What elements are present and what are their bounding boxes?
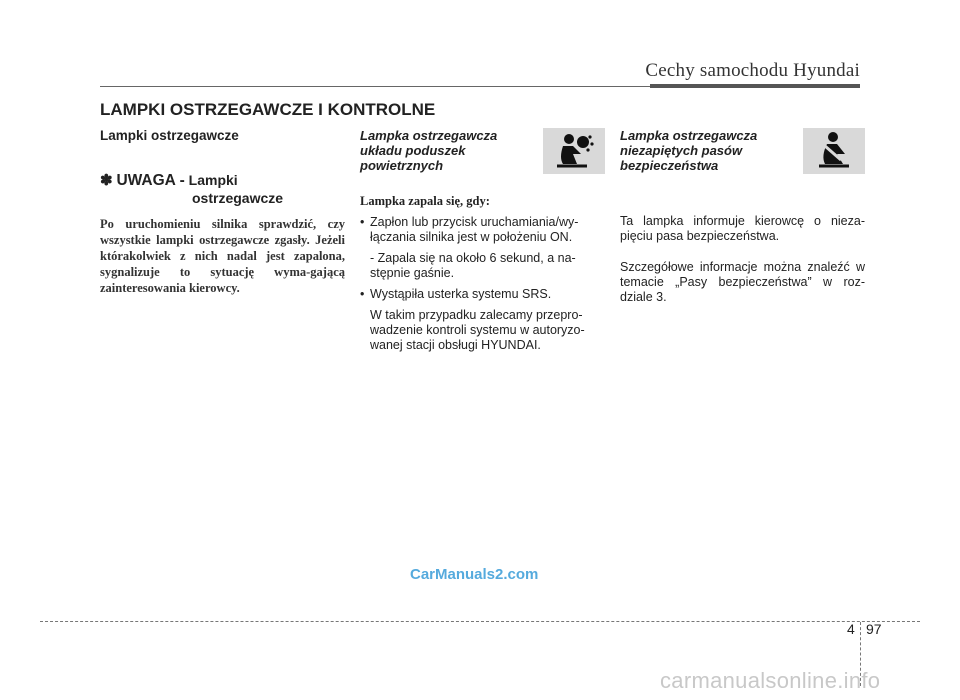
footer-rule [40, 621, 920, 622]
chapter-number: 4 [847, 621, 855, 637]
column-seatbelt-lamp [620, 128, 865, 305]
airbag-subheading: Lampka ostrzegawcza układu poduszek powietrznych [360, 128, 498, 173]
seat-belt-warning-icon [803, 128, 865, 174]
watermark-link[interactable]: CarManuals2.com [410, 566, 539, 583]
airbag-warning-icon [543, 128, 605, 174]
col1-heading: Lampki ostrzegawcze [100, 128, 239, 143]
bottom-watermark: carmanualsonline.info [660, 668, 881, 693]
uwaga-topic-line2: ostrzegawcze [192, 190, 284, 206]
airbag-icon-box [543, 128, 605, 174]
uwaga-body: Po uruchomieniu silnika sprawdzić, czy wszystkie lampki ostrzegawcze zgasły. Jeżeli którakolwiek z nich nadal jest zapalona, sygnalizuje to sytuację wyma-gającą zainteresowania kierowcy. [100, 217, 345, 295]
airbag-lead: Lampka zapala się, gdy: [360, 194, 490, 208]
uwaga-topic-line1: Lampki [188, 172, 238, 188]
list-subitem: W takim przypadku zalecamy przepro-wadzenie kontroli systemu w autoryzo-wanej stacji obsługi HYUNDAI. [370, 308, 585, 352]
bullet-dot: • [360, 287, 365, 301]
seatbelt-para1: Ta lampka informuje kierowcę o nieza-pięciu pasa bezpieczeństwa. [620, 214, 865, 243]
column-airbag-lamp [360, 128, 605, 353]
seatbelt-icon-box [803, 128, 865, 174]
note-star-icon: ✽ [100, 172, 113, 189]
seatbelt-subheading: Lampka ostrzegawcza niezapiętych pasów bezpieczeństwa [620, 128, 758, 173]
uwaga-word: UWAGA - [116, 172, 185, 189]
bullet-text: Zapłon lub przycisk uruchamiania/wy-łączania silnika jest w położeniu ON. [370, 215, 579, 244]
seatbelt-para2: Szczegółowe informacje można znaleźć w temacie „Pasy bezpieczeństwa” w roz-dziale 3. [620, 260, 865, 304]
header-title: Cechy samochodu Hyundai [645, 60, 860, 81]
header-rule-accent [650, 84, 860, 88]
bullet-text: Wystąpiła usterka systemu SRS. [370, 287, 552, 301]
page-number: 97 [866, 621, 882, 637]
uwaga-note-title [100, 171, 345, 206]
list-subitem: - Zapala się na około 6 sekund, a na-stępnie gaśnie. [370, 251, 576, 280]
list-item [360, 287, 605, 302]
section-title: LAMPKI OSTRZEGAWCZE I KONTROLNE [100, 100, 436, 119]
bullet-dot: • [360, 215, 365, 229]
column-warning-lamps [100, 128, 345, 296]
list-item [360, 215, 605, 245]
